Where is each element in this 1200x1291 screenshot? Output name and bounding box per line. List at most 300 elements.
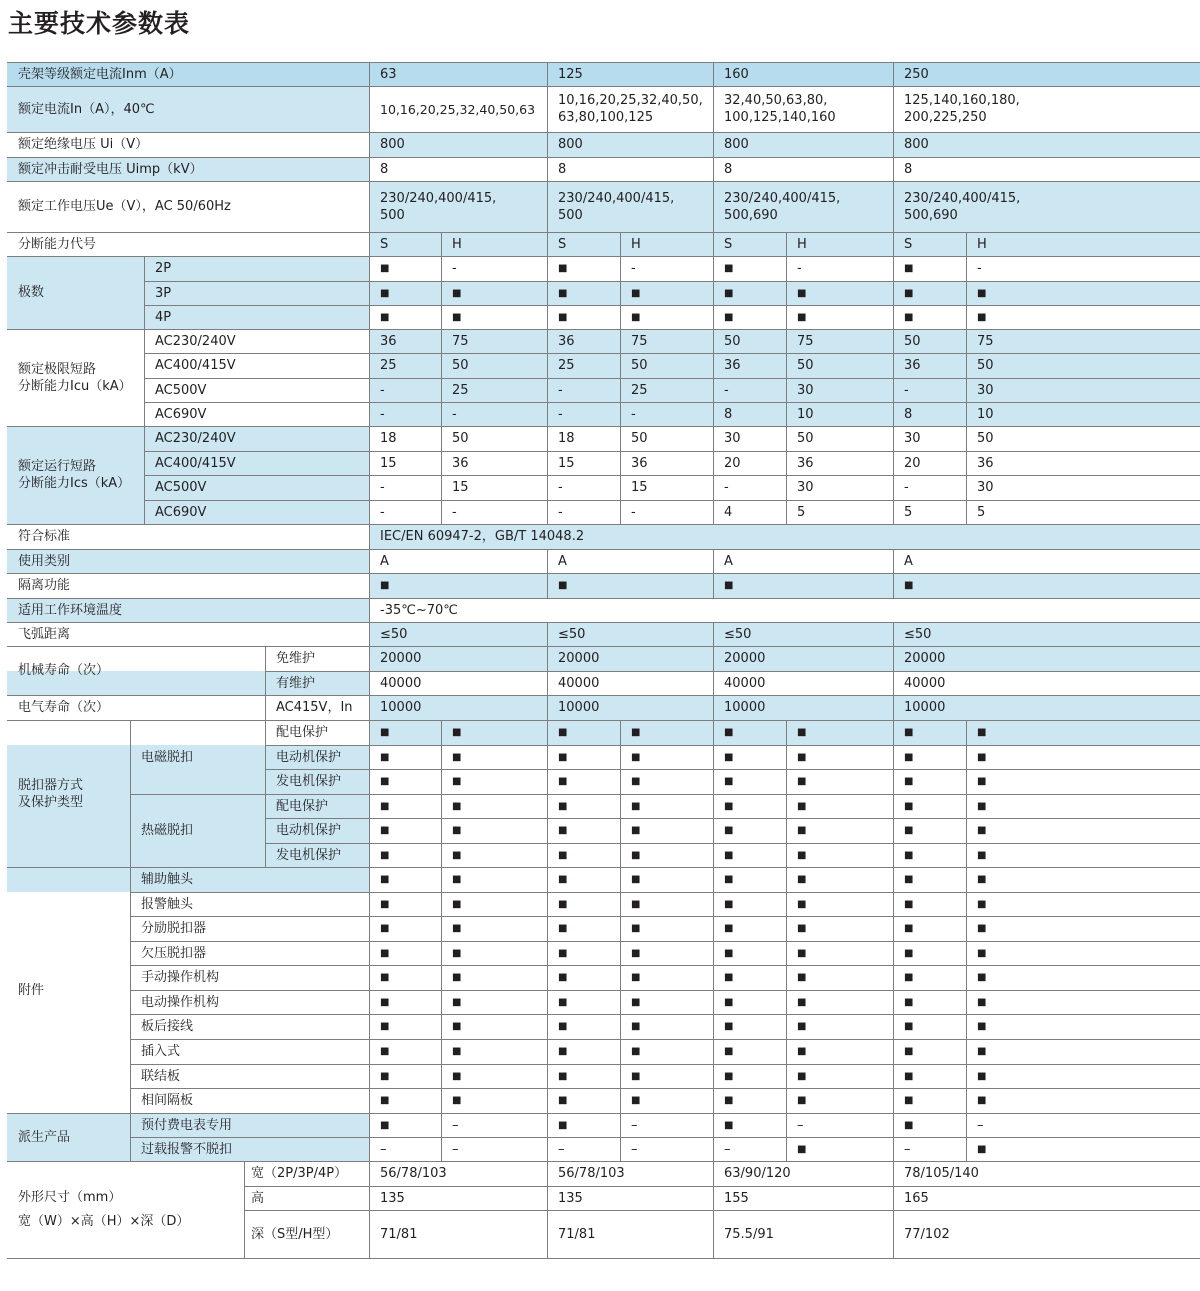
value-cell: ■ (904, 972, 914, 983)
value-cell: ≤50 (724, 626, 752, 642)
protection-label: 发电机保护 (276, 774, 342, 789)
value-cell: - (631, 406, 636, 422)
value-cell: ■ (631, 947, 641, 959)
column-divider (786, 232, 787, 524)
value-cell: 8 (724, 161, 733, 177)
value-cell: ■ (631, 1021, 641, 1032)
value-cell: ■ (724, 727, 734, 738)
value-cell: ■ (380, 898, 390, 910)
value-cell: H (631, 236, 641, 252)
frame-current-label: 壳架等级额定电流Inm（A） (18, 66, 182, 82)
accessory-item-label: 分励脱扣器 (141, 921, 207, 936)
value-cell: ■ (977, 800, 987, 812)
row-divider (130, 892, 1200, 893)
value-cell: ■ (631, 923, 641, 934)
impulse-voltage-label: 额定冲击耐受电压 Uimp（kV） (18, 161, 203, 177)
value-cell: 40000 (558, 675, 600, 691)
dim-height-label: 高 (251, 1190, 265, 1206)
value-cell: 10,16,20,25,32,40,50,63 (380, 101, 536, 117)
value-cell: 40000 (380, 675, 422, 691)
value-cell: ■ (452, 849, 462, 861)
value-cell: 50 (797, 358, 814, 373)
value-cell: 800 (558, 137, 583, 152)
value-cell: 75 (977, 333, 994, 349)
value-cell: A (904, 553, 913, 569)
icu-voltage-label: AC230/240V (155, 333, 236, 349)
value-cell: ■ (904, 727, 914, 738)
row-divider (7, 622, 1200, 623)
row-divider (130, 990, 1200, 991)
value-cell: S (904, 236, 913, 252)
value-cell: ■ (977, 1021, 987, 1032)
value-cell: ■ (452, 1070, 462, 1082)
row-divider (130, 916, 1200, 917)
value-cell: ■ (904, 800, 914, 812)
value-cell: ■ (380, 874, 390, 885)
value-cell: ■ (724, 751, 734, 763)
row-divider (130, 1014, 1200, 1015)
value-cell: ■ (558, 727, 568, 738)
value-cell: 20 (904, 455, 921, 471)
value-cell: – (380, 1141, 387, 1157)
value-cell: ■ (797, 947, 807, 959)
value-cell: 75.5/91 (724, 1226, 774, 1242)
value-cell: 30 (797, 480, 814, 495)
derived-overload-label: 过载报警不脱扣 (141, 1141, 233, 1157)
value-cell: ■ (724, 287, 734, 299)
column-divider (713, 62, 714, 524)
value-cell: S (558, 236, 567, 252)
row-divider (7, 646, 1200, 647)
arc-distance-label: 飞弧距离 (18, 626, 71, 642)
pole-3p-label: 3P (155, 285, 172, 301)
mech-life-label: 机械寿命（次） (18, 663, 110, 678)
value-cell: 5 (977, 504, 986, 520)
value-cell: ■ (724, 263, 734, 274)
value-cell: ■ (631, 849, 641, 861)
value-cell: ■ (452, 800, 462, 812)
value-cell: 5 (904, 504, 913, 520)
value-cell: 10 (977, 406, 994, 422)
value-cell: 25 (558, 358, 575, 373)
value-cell: 30 (977, 382, 994, 398)
value-cell: ■ (977, 874, 987, 885)
value-cell: ■ (631, 825, 641, 836)
value-cell: ■ (904, 1021, 914, 1032)
value-cell: ■ (724, 898, 734, 910)
page-title: 主要技术参数表 (8, 9, 191, 38)
value-cell: ■ (724, 923, 734, 934)
value-cell: 10,16,20,25,32,40,50, 63,80,100,125 (558, 93, 703, 125)
value-cell: - (631, 261, 636, 276)
value-cell: 50 (977, 431, 994, 446)
value-cell: 63/90/120 (724, 1166, 791, 1181)
rated-current-label: 额定电流In（A），40℃ (18, 101, 155, 117)
value-cell: 5 (797, 504, 806, 520)
value-cell: ■ (631, 311, 641, 323)
value-cell: – (977, 1117, 984, 1133)
value-cell: ■ (631, 727, 641, 738)
row-divider (244, 1186, 1200, 1187)
row-divider (144, 451, 1200, 452)
row-divider (130, 1137, 1200, 1138)
value-cell: ■ (724, 1095, 734, 1106)
value-cell: - (904, 382, 909, 398)
temperature-value: -35℃~70℃ (380, 602, 458, 618)
value-cell: 50 (724, 333, 741, 349)
value-cell: 63 (380, 66, 397, 82)
value-cell: 10000 (724, 700, 766, 715)
column-divider (966, 720, 967, 1161)
value-cell: - (452, 261, 457, 276)
value-cell: ■ (724, 800, 734, 812)
value-cell: 230/240,400/415, 500 (558, 190, 675, 223)
ics-voltage-label: AC400/415V (155, 455, 236, 471)
value-cell: - (724, 480, 729, 495)
value-cell: - (904, 480, 909, 495)
value-cell: ■ (380, 727, 390, 738)
value-cell: ■ (797, 874, 807, 885)
value-cell: ■ (452, 947, 462, 959)
value-cell: ■ (904, 580, 914, 591)
column-divider (144, 256, 145, 524)
row-divider (7, 329, 1200, 330)
value-cell: ■ (558, 898, 568, 910)
icu-label: 额定极限短路 分断能力Icu（kA） (18, 361, 132, 394)
row-divider (130, 965, 1200, 966)
value-cell: ■ (797, 898, 807, 910)
thermal-trip-label: 热磁脱扣 (141, 823, 194, 838)
row-divider (130, 941, 1200, 942)
value-cell: ■ (797, 311, 807, 323)
value-cell: 30 (977, 480, 994, 495)
value-cell: 25 (380, 358, 397, 373)
row-divider (7, 232, 1200, 233)
value-cell: ■ (797, 996, 807, 1008)
row-divider (7, 256, 1200, 257)
value-cell: – (631, 1117, 638, 1133)
value-cell: ■ (904, 1070, 914, 1082)
column-divider (713, 549, 714, 598)
value-cell: - (452, 406, 457, 422)
value-cell: 71/81 (558, 1226, 596, 1242)
column-divider (786, 720, 787, 1161)
value-cell: 30 (904, 431, 921, 446)
value-cell: 75 (631, 333, 648, 349)
row-divider (7, 720, 1200, 721)
value-cell: 15 (452, 480, 469, 495)
value-cell: ■ (558, 311, 568, 323)
row-divider (7, 1258, 1200, 1259)
breaking-code-label: 分断能力代号 (18, 236, 97, 252)
protection-label: 发电机保护 (276, 847, 342, 863)
accessory-item-label: 插入式 (141, 1044, 181, 1059)
value-cell: ■ (452, 898, 462, 910)
value-cell: - (797, 261, 802, 276)
value-cell: 30 (797, 382, 814, 398)
poles-label: 极数 (18, 285, 45, 300)
value-cell: ■ (724, 849, 734, 861)
value-cell: 160 (724, 66, 749, 82)
value-cell: 8 (904, 161, 913, 177)
accessory-item-label: 相间隔板 (141, 1093, 194, 1108)
value-cell: S (724, 236, 733, 252)
column-divider (620, 232, 621, 524)
value-cell: ■ (380, 263, 390, 274)
isolation-label: 隔离功能 (18, 578, 71, 593)
value-cell: 36 (904, 358, 921, 373)
column-divider (441, 232, 442, 524)
value-cell: 4 (724, 504, 733, 520)
value-cell: ■ (977, 727, 987, 738)
value-cell: ■ (452, 972, 462, 983)
value-cell: ■ (797, 1021, 807, 1032)
value-cell: ■ (452, 1046, 462, 1057)
column-divider (893, 549, 894, 598)
value-cell: 71/81 (380, 1226, 418, 1242)
row-divider (144, 402, 1200, 403)
row-divider (7, 867, 1200, 868)
value-cell: ■ (977, 287, 987, 299)
dim-width-label: 宽（2P/3P/4P） (251, 1166, 348, 1181)
row-divider (265, 745, 1200, 746)
column-divider (620, 720, 621, 1161)
value-cell: 50 (904, 333, 921, 349)
value-cell: ■ (558, 1070, 568, 1082)
value-cell: ■ (977, 311, 987, 323)
value-cell: 250 (904, 66, 929, 82)
row-divider (7, 181, 1200, 182)
accessory-item-label: 电动操作机构 (141, 994, 220, 1010)
value-cell: ■ (724, 580, 734, 591)
value-cell: ■ (797, 751, 807, 763)
value-cell: A (558, 553, 567, 569)
value-cell: H (452, 236, 462, 252)
row-divider (265, 671, 1200, 672)
value-cell: ■ (904, 1119, 914, 1131)
row-divider (7, 1161, 1200, 1162)
value-cell: ■ (558, 923, 568, 934)
value-cell: ■ (558, 996, 568, 1008)
value-cell: ■ (558, 825, 568, 836)
value-cell: – (452, 1141, 459, 1157)
value-cell: ■ (797, 1143, 807, 1155)
value-cell: 32,40,50,63,80, 100,125,140,160 (724, 93, 836, 125)
derived-prepaid-label: 预付费电表专用 (141, 1117, 233, 1133)
accessory-item-label: 欠压脱扣器 (141, 945, 207, 961)
value-cell: ■ (904, 1095, 914, 1106)
value-cell: ■ (380, 1119, 390, 1131)
category-label: 使用类别 (18, 553, 71, 569)
value-cell: ≤50 (558, 626, 586, 642)
value-cell: 36 (977, 455, 994, 471)
column-divider (893, 62, 894, 524)
value-cell: – (797, 1117, 804, 1133)
value-cell: ■ (977, 849, 987, 861)
value-cell: 77/102 (904, 1226, 950, 1242)
value-cell: ■ (380, 287, 390, 299)
value-cell: 800 (380, 137, 405, 152)
value-cell: 30 (724, 431, 741, 446)
value-cell: ■ (380, 996, 390, 1008)
derived-label: 派生产品 (18, 1129, 71, 1145)
em-trip-label: 电磁脱扣 (141, 749, 194, 765)
icu-voltage-label: AC690V (155, 406, 207, 422)
value-cell: ■ (977, 972, 987, 983)
value-cell: 40000 (724, 675, 766, 691)
row-divider (244, 1210, 1200, 1211)
value-cell: ■ (904, 311, 914, 323)
value-cell: 75 (452, 333, 469, 349)
protection-label: 电动机保护 (276, 823, 342, 838)
value-cell: ■ (631, 1070, 641, 1082)
value-cell: - (558, 382, 563, 398)
value-cell: H (797, 236, 807, 252)
value-cell: ■ (558, 263, 568, 274)
value-cell: ■ (380, 580, 390, 591)
pole-4p-label: 4P (155, 309, 172, 325)
value-cell: ■ (904, 776, 914, 787)
value-cell: ■ (452, 1021, 462, 1032)
value-cell: – (558, 1141, 565, 1157)
value-cell: - (380, 382, 385, 398)
icu-voltage-label: AC500V (155, 382, 207, 398)
value-cell: 10000 (558, 700, 600, 715)
value-cell: 40000 (904, 675, 946, 691)
value-cell: – (904, 1141, 911, 1157)
value-cell: 20000 (558, 651, 600, 666)
value-cell: ■ (631, 800, 641, 812)
value-cell: ■ (380, 1046, 390, 1057)
value-cell: 78/105/140 (904, 1166, 979, 1181)
elec-condition-label: AC415V，In (276, 700, 353, 715)
value-cell: ■ (724, 311, 734, 323)
value-cell: 230/240,400/415, 500,690 (904, 190, 1021, 223)
value-cell: ■ (380, 800, 390, 812)
row-divider (7, 524, 1200, 525)
value-cell: 155 (724, 1190, 749, 1206)
trip-type-label: 脱扣器方式 及保护类型 (18, 777, 84, 810)
value-cell: 800 (904, 137, 929, 152)
value-cell: ■ (724, 972, 734, 983)
value-cell: ■ (797, 727, 807, 738)
value-cell: ■ (452, 311, 462, 323)
value-cell: - (558, 504, 563, 520)
value-cell: ■ (977, 825, 987, 836)
value-cell: ■ (977, 947, 987, 959)
value-cell: ■ (797, 1046, 807, 1057)
value-cell: ■ (558, 580, 568, 591)
value-cell: ■ (452, 287, 462, 299)
row-divider (7, 62, 1200, 63)
row-divider (144, 305, 1200, 306)
value-cell: ■ (977, 1143, 987, 1155)
value-cell: ■ (558, 874, 568, 885)
value-cell: ■ (797, 776, 807, 787)
value-cell: ■ (724, 1070, 734, 1082)
pole-2p-label: 2P (155, 261, 172, 276)
column-divider (441, 720, 442, 1161)
value-cell: 36 (558, 333, 575, 349)
value-cell: S (380, 236, 389, 252)
standard-value: IEC/EN 60947-2，GB/T 14048.2 (380, 529, 585, 544)
value-cell: ■ (977, 1070, 987, 1082)
value-cell: 36 (380, 333, 397, 349)
value-cell: 20000 (380, 651, 422, 666)
value-cell: 8 (904, 406, 913, 422)
value-cell: ■ (558, 800, 568, 812)
protection-label: 配电保护 (276, 725, 329, 740)
row-divider (130, 1039, 1200, 1040)
value-cell: ■ (380, 972, 390, 983)
column-divider (369, 62, 370, 1258)
accessory-item-label: 手动操作机构 (141, 970, 220, 985)
mech-maint-label: 有维护 (276, 675, 316, 691)
value-cell: ■ (904, 996, 914, 1008)
column-divider (130, 720, 131, 1161)
value-cell: 20 (724, 455, 741, 471)
value-cell: ■ (797, 287, 807, 299)
column-divider (893, 622, 894, 1258)
value-cell: 50 (977, 358, 994, 373)
value-cell: ■ (977, 898, 987, 910)
row-divider (144, 475, 1200, 476)
value-cell: 25 (631, 382, 648, 398)
value-cell: - (380, 504, 385, 520)
value-cell: ■ (452, 923, 462, 934)
value-cell: ■ (797, 1095, 807, 1106)
value-cell: ■ (558, 1021, 568, 1032)
value-cell: – (724, 1141, 731, 1157)
value-cell: ■ (904, 751, 914, 763)
value-cell: ■ (558, 1095, 568, 1106)
value-cell: ■ (977, 1046, 987, 1057)
value-cell: ■ (380, 947, 390, 959)
value-cell: 230/240,400/415, 500,690 (724, 190, 841, 223)
value-cell: ■ (380, 923, 390, 934)
value-cell: ■ (904, 1046, 914, 1057)
value-cell: ■ (631, 996, 641, 1008)
value-cell: H (977, 236, 987, 252)
ics-voltage-label: AC690V (155, 504, 207, 520)
row-divider (130, 1088, 1200, 1089)
value-cell: ■ (904, 874, 914, 885)
row-divider (7, 157, 1200, 158)
value-cell: ■ (631, 972, 641, 983)
value-cell: 800 (724, 137, 749, 152)
value-cell: 18 (380, 431, 397, 446)
value-cell: ■ (380, 1070, 390, 1082)
value-cell: 50 (452, 358, 469, 373)
value-cell: ■ (380, 751, 390, 763)
column-divider (547, 62, 548, 524)
value-cell: 15 (380, 455, 397, 471)
accessory-item-label: 报警触头 (141, 896, 194, 912)
row-divider (7, 426, 1200, 427)
value-cell: - (558, 406, 563, 422)
value-cell: ■ (631, 751, 641, 763)
value-cell: - (452, 504, 457, 520)
value-cell: ■ (558, 972, 568, 983)
dim-depth-label: 深（S型/H型） (251, 1226, 339, 1242)
value-cell: ■ (724, 1046, 734, 1057)
value-cell: - (631, 504, 636, 520)
value-cell: ■ (558, 1119, 568, 1131)
value-cell: ≤50 (380, 626, 408, 642)
value-cell: ■ (452, 874, 462, 885)
value-cell: 50 (631, 431, 648, 446)
value-cell: ■ (904, 923, 914, 934)
